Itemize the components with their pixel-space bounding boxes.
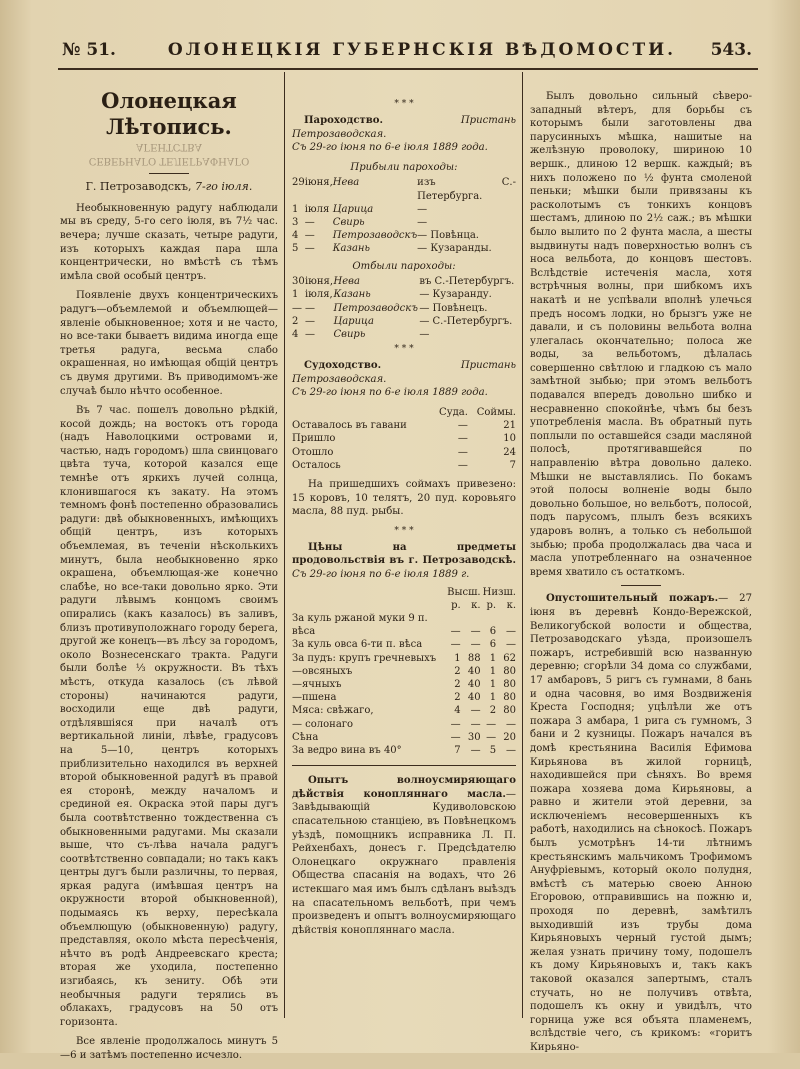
paragraph: Все явленiе продолжалось минутъ 5—6 и затѣмъ постепенно исчезло.	[60, 1036, 278, 1061]
table-cell: —	[450, 718, 461, 730]
table-cell: За пудъ: крупъ гречневыхъ	[292, 652, 437, 664]
table-row	[292, 638, 516, 651]
column-right	[530, 90, 752, 1061]
shipping-subtitle: Пристань Петрозаводская.	[292, 360, 516, 385]
table-cell: — С.-Петербургъ.	[419, 315, 513, 327]
bleed-through-text: СЕВЕРНАГО ТЕЛЕГРАФНАГО АГЕНТСТВА	[88, 141, 250, 167]
table-cell: 4	[292, 329, 299, 340]
table-cell: 2	[489, 705, 497, 717]
paragraph: Необыкновенную радугу наблюдали мы въ среду, 5-го сего iюля, въ 7½ час. вечера; лучше сказать, четыре радуги, изъ которыхъ каждая пара шла концентрически, но вмѣстѣ съ тѣмъ имѣла свой особый центръ.	[60, 202, 278, 282]
table-cell: 2	[454, 665, 461, 677]
table-row	[292, 406, 516, 419]
column-middle	[292, 96, 516, 943]
table-row	[292, 242, 516, 255]
table-cell: 30	[292, 276, 305, 288]
separator-stars: * * *	[394, 525, 414, 536]
table-cell: —	[457, 446, 468, 458]
arrived-heading: Прибыли пароходы:	[350, 161, 458, 173]
table-cell: 40	[467, 665, 481, 677]
table-cell: вѣса	[292, 626, 316, 638]
table-cell: Свирь	[332, 216, 365, 228]
oil-title: Опытъ волноусмиряющаго дѣйствiя конопляннаго масла.	[292, 775, 516, 800]
column-divider-2	[522, 72, 523, 1018]
table-cell: Нева	[333, 276, 360, 288]
separator-stars: * * *	[394, 344, 414, 355]
table-row	[292, 612, 516, 625]
table-cell: 1	[489, 692, 497, 704]
table-row	[292, 216, 516, 229]
shipping-note: На пришедшихъ соймахъ привезено: 15 коровъ, 10 телятъ, 20 пуд. коровьяго масла, 88 пуд. рыбы.	[292, 479, 516, 518]
table-cell	[445, 612, 461, 625]
table-cell: к.	[506, 599, 516, 611]
table-cell: —	[304, 216, 315, 228]
steam-heading	[292, 114, 516, 141]
oil-text: —Завѣдывающiй Кудиволовскою спасательною станцiею, въ Повѣнецкомъ уѣздѣ, помощникъ исправника Л. П. Рейхенбахъ, донесъ г. Предсѣдателю Олонецкаго окружнаго правленiя Общества спасанiя на водахъ, что 26 истекшаго мая имъ былъ сдѣланъ выѣздъ на спасательномъ вельботѣ, при чемъ произведенъ и опытъ волноусмиряющаго дѣйствiя конопляннаго масла.	[292, 788, 516, 936]
steam-dates: Съ 29-го iюня по 6-е iюля 1889 года.	[292, 142, 488, 154]
table-cell: —	[486, 731, 497, 743]
steam-title: Пароходство.	[304, 115, 384, 126]
table-cell: Казань	[332, 243, 370, 255]
table-row	[292, 691, 516, 704]
table-cell: Оставалось въ гавани	[292, 420, 407, 432]
table-cell: Нева	[332, 177, 360, 189]
table-cell	[461, 612, 481, 625]
table-row	[292, 419, 516, 432]
table-row	[292, 176, 516, 202]
table-cell: Царица	[332, 203, 374, 215]
steam-subtitle: Пристань Петрозаводская.	[292, 115, 516, 140]
table-cell: —	[506, 626, 516, 638]
article-rule	[621, 585, 661, 586]
table-row	[292, 586, 516, 599]
table-row	[292, 678, 516, 691]
table-row	[292, 718, 516, 731]
table-cell: 30	[467, 731, 481, 743]
table-cell: 40	[467, 692, 481, 704]
paragraph: Былъ довольно сильный сѣверо-западный вѣтеръ, для борьбы съ которымъ были заготовлены два парусинныхъ мѣшка, нашитые на желѣзную проволоку, шириною 10 вершк., длиною 12 вершк. каждый; въ нихъ положено по ½ фунта смоленой пеньки; мѣшки были привязаны къ расколотымъ съ тонкихъ концовъ шестамъ, длиною по 2½ саж.; въ мѣшки было вылито по 2 фунта масла, а шесты выдвинуты надъ поверхностью волнъ съ носа вельбота, до концовъ шестовъ. Вслѣдствiе истеченiя масла, хотя встрѣчныя волны, при шибкомъ ихъ накатѣ и не успѣвали вполнѣ улечься предъ носомъ лодки, но брызгъ уже не давали, и съ половины вельбота волна улегалась окончательно; полоса же воды, за вельботомъ, дѣлалась совершенно свѣтлою и гладкою съ мало замѣтной зыбью; при этомъ вельботъ подавался впередъ довольно шибко и несравненно спокойнѣе, чѣмъ бы безъ употребленiя масла. Въ обратный путь поплыли по оставшейся сзади масляной полосѣ, протягивавшейся по направленiю вѣтра довольно далеко. Мѣшки не выставлялись. По бокамъ этой полосы волненiе воды было довольно большое, но вельботъ, полосой, подъ парусомъ, плылъ безъ всякихъ ударовъ волнъ, а только съ небольшой зыбью; проба продолжалась два часа и масла употребленнаго на означенное время хватило съ остаткомъ.	[530, 91, 752, 578]
table-cell: — солонаго	[292, 718, 354, 730]
table-cell: 2	[454, 678, 461, 690]
table-cell	[292, 406, 433, 419]
table-cell: Петрозаводскъ	[332, 230, 418, 242]
table-cell: 88	[467, 652, 481, 664]
table-row	[292, 625, 516, 638]
section-title: Олонецкая Лѣтопись.	[101, 88, 237, 139]
table-cell: 20	[503, 731, 516, 743]
page-number: 543.	[710, 40, 752, 60]
shipping-dates: Съ 29-го iюня по 6-е iюля 1889 года.	[292, 387, 488, 399]
table-cell: За ведро вина въ 40°	[292, 745, 402, 756]
table-cell: —	[470, 626, 481, 638]
table-cell: —	[304, 315, 315, 327]
table-cell: 6	[489, 626, 497, 638]
table-cell: Казань	[333, 289, 371, 301]
column-left	[60, 88, 278, 1069]
table-cell: 80	[503, 665, 516, 677]
separator-stars: * * *	[394, 99, 414, 109]
table-cell	[496, 612, 516, 625]
paragraph: Въ 7 час. пошелъ довольно рѣдкiй, косой дождь; на востокъ отъ города (надъ Наволоцкими островами и, частью, надъ городомъ) шла свинцоваго цвѣта туча, которой казался еще темнѣе отъ яркихъ лучей солнца, клонившагося къ закату. На этомъ темномъ фонѣ постепенно образовались радуги: двѣ обыкновенныхъ, имѣющихъ общiй центръ, изъ которыхъ объемлемая, въ теченiи нѣсколькихъ минутъ, была необыкновенно ярко окрашена, объемлющая-же конечно слабѣе, но все-таки довольно ярко. Эти радуги лѣвымъ концомъ своимъ опирались (какъ казалось) въ заливъ, близъ противуположнаго городу берега, другой же конецъ—въ лѣсу за городомъ, около Вознесенскаго тракта. Радуги были болѣе ⅓ окружности. Въ тѣхъ мѣстъ, откуда казалось (съ лѣвой стороны) начинаются радуги, восходили еще двѣ радуги, отдѣлявшiяся при началѣ отъ вертикальной линiи, лѣвѣе, градусовъ на 5—10, центръ которыхъ приблизительно находился въ верхней второй обыкновенной радугѣ въ правой ея сторонѣ, между началомъ и срединой ея. Окраска этой пары дугъ была соотвѣтственно тождественна съ обыкновенными радугами. Мы сказали выше, что съ-лѣва начала радугъ соотвѣтственно совпадали; но такъ какъ центры дугъ были различны, то первая, яркая радуга (имѣвшая центръ на окружности второй обыкновенной), подымаясь къ верху, пересѣкала объемлющую (обыкновенную) радугу, представляя, около мѣста пересѣченiя, нѣчто въ родѣ Андреевскаго креста; вторая же уходила, постепенно изгибаясь, къ зениту. Обѣ эти необычныя радуги терялись въ облакахъ, градусовъ на 50 отъ горизонта.	[60, 405, 278, 1028]
table-cell	[292, 599, 445, 612]
table-row	[292, 731, 516, 744]
page-header	[62, 40, 752, 66]
table-cell: р.	[451, 599, 461, 611]
arrived-table	[292, 176, 516, 255]
price-table	[292, 586, 516, 758]
table-cell: 3	[292, 216, 299, 228]
table-cell: — Повѣнецъ.	[419, 302, 488, 314]
table-cell	[292, 586, 445, 599]
table-row	[292, 665, 516, 678]
table-cell: 1	[292, 203, 299, 215]
table-cell: 6	[489, 639, 497, 651]
shipping-heading	[292, 359, 516, 386]
dateline-date: 7-го iюля.	[194, 180, 253, 194]
table-cell: iюня,	[304, 177, 333, 189]
column-divider-1	[284, 72, 285, 1018]
table-row	[292, 203, 516, 216]
table-row	[292, 446, 516, 459]
table-cell: —	[470, 745, 481, 756]
table-cell: —	[457, 433, 468, 445]
table-cell: Отошло	[292, 446, 334, 458]
table-cell: 2	[454, 692, 461, 704]
table-row	[292, 599, 516, 612]
price-title: Цѣны на предметы продовольствiя въ г. Петрозаводскѣ.	[292, 541, 516, 567]
table-cell: 40	[467, 678, 481, 690]
table-row	[292, 275, 516, 288]
table-cell: —	[419, 329, 430, 340]
table-cell: За куль ржаной муки 9 п.	[292, 612, 428, 624]
table-cell: 5	[292, 243, 299, 255]
table-cell: —ячныхъ	[292, 678, 342, 690]
table-cell: Суда.	[439, 406, 468, 418]
table-cell: 29	[292, 177, 305, 189]
shipping-title: Судоходство.	[304, 360, 382, 372]
table-cell: Осталось	[292, 459, 341, 471]
table-cell: 1	[489, 678, 497, 690]
table-cell: — Кузаранду.	[419, 289, 492, 301]
table-header: Высш.	[447, 586, 481, 598]
table-row	[292, 432, 516, 445]
table-cell: —	[450, 731, 461, 743]
table-row	[292, 704, 516, 717]
table-row	[292, 229, 516, 242]
title-rule	[149, 173, 189, 174]
dateline	[60, 180, 278, 194]
table-cell: 24	[503, 446, 516, 458]
table-cell: —	[506, 718, 516, 730]
table-cell: 80	[503, 678, 516, 690]
table-cell: —	[470, 705, 481, 717]
table-row	[292, 328, 516, 341]
table-cell: р.	[486, 599, 497, 611]
table-cell: 21	[503, 420, 516, 432]
table-row	[292, 744, 516, 757]
table-cell: — Повѣнца.	[417, 230, 479, 242]
dateline-place: Г. Петрозаводскъ,	[85, 180, 192, 194]
price-dates: Съ 29-го iюня по 6-е iюля 1889 г.	[292, 568, 470, 580]
table-cell: —	[506, 639, 516, 651]
table-cell: 7	[454, 745, 461, 756]
table-row	[292, 288, 516, 301]
table-cell: к.	[471, 599, 481, 611]
table-cell: iюня,	[304, 276, 334, 288]
table-cell: Пришло	[292, 433, 336, 445]
table-cell: —пшена	[292, 692, 337, 704]
table-cell: 1	[454, 652, 461, 664]
table-cell: —	[304, 243, 315, 255]
table-cell: —	[486, 718, 497, 730]
table-cell: —овсяныхъ	[292, 665, 353, 677]
table-cell: 1	[489, 652, 497, 664]
header-rule	[58, 68, 758, 70]
table-cell: Петрозаводскъ	[333, 302, 418, 314]
newspaper-title: ОЛОНЕЦКIЯ ГУБЕРНСКIЯ ВѢДОМОСТИ.	[167, 40, 677, 60]
table-cell: —	[457, 420, 468, 432]
table-cell: — Кузаранды.	[417, 243, 492, 255]
table-cell: —	[304, 230, 315, 242]
table-cell: изъ С.-Петербурга.	[417, 177, 516, 202]
table-cell: 1	[489, 665, 497, 677]
fire-title: Опустошительный пожаръ.	[546, 593, 719, 605]
table-cell: —	[450, 626, 461, 638]
paragraph: Появленiе двухъ концентрическихъ радугъ—объемлемой и объемлющей—явленiе обыкновенное; хотя и не часто, но все-таки бываетъ видима иногда еще третья радуга, весьма слабо окрашенная, но имѣющая общiй центръ съ двумя другими. Въ приводимомъ-же случаѣ было нѣчто особенное.	[60, 290, 278, 397]
table-row	[292, 652, 516, 665]
table-row	[292, 315, 516, 328]
table-cell: Царица	[333, 315, 374, 327]
table-row	[292, 302, 516, 315]
table-cell: —	[457, 459, 468, 471]
table-cell	[481, 612, 497, 625]
oil-article	[292, 774, 516, 937]
table-cell: 2	[292, 315, 299, 327]
fire-text: — 27 iюня въ деревнѣ Кондо-Вережской, Великогубской волости и общества, Петрозаводскаго уѣзда, произошелъ пожаръ, истребившiй всю названную деревню; сгорѣли 34 дома со службами, 17 амбаровъ, 5 ригъ съ гумнами, 8 бань и одна часовня, во имя Воздвиженiя Креста Господня; уцѣлѣли же отъ пожара 3 амбара, 1 рига съ гумномъ, 3 бани и 2 кузницы. Пожаръ начался въ домѣ крестьянина Василiя Ефимова Кирьянова въ жилой горницѣ, находившейся при сѣняхъ. Во время пожара хозяева дома Кирьяновы, а равно и жители этой деревни, за исключенiемъ несовершенныхъ къ работѣ, находились на сѣнокосѣ. Пожаръ былъ усмотрѣнъ 14-ти лѣтнимъ крестьянскимъ мальчикомъ Трофимомъ Ануфрiевымъ, который около полудня, вмѣстѣ съ матерью своею Анною Егоровою, отправившись на пожню и, проходя по деревнѣ, замѣтилъ выходившiй изъ трубы дома Кирьяновыхъ черный густой дымъ; желая узнать причину тому, подошелъ къ дому Кирьяновыхъ и, такъ какъ таковой оказался запертымъ, сталъ стучать, но не получивъ отвѣта, подошелъ къ окну и увидѣлъ, что горница уже вся объята пламенемъ, вслѣдствiе чего, съ крикомъ: «горитъ Кирьяно-	[530, 593, 752, 1053]
table-cell: —	[450, 639, 461, 651]
price-table-rule	[292, 765, 516, 766]
issue-number: № 51.	[62, 40, 116, 60]
table-cell: Мяса: свѣжаго,	[292, 705, 374, 717]
table-cell: —	[470, 718, 481, 730]
table-cell: 4	[292, 230, 299, 242]
table-cell: —	[292, 302, 302, 314]
table-cell: Сѣна	[292, 731, 319, 743]
table-cell: въ С.-Петербургъ.	[419, 276, 515, 288]
table-cell: За куль овса 6-ти п. вѣса	[292, 639, 423, 651]
table-cell: iюля	[304, 203, 330, 215]
table-cell: 80	[503, 705, 516, 717]
departed-table	[292, 275, 516, 341]
table-cell: 4	[454, 705, 461, 717]
table-cell: 80	[503, 692, 516, 704]
fire-article	[530, 592, 752, 1054]
table-cell: —	[304, 329, 315, 340]
table-cell: 5	[489, 745, 497, 756]
table-cell: —	[304, 302, 315, 314]
table-cell: —	[506, 745, 516, 756]
table-cell: 7	[509, 459, 516, 471]
table-cell: Соймы.	[476, 406, 516, 418]
shipping-table	[292, 406, 516, 472]
table-cell: 62	[503, 652, 516, 664]
table-cell: iюля,	[304, 289, 333, 301]
table-cell: Свирь	[333, 329, 366, 340]
price-heading	[292, 541, 516, 582]
table-header: Низш.	[482, 586, 516, 598]
table-cell: —	[417, 216, 428, 228]
table-cell: —	[417, 203, 428, 215]
table-cell: 10	[503, 433, 516, 445]
table-cell: —	[470, 639, 481, 651]
departed-heading: Отбыли пароходы:	[352, 260, 456, 272]
table-cell: 1	[292, 289, 299, 301]
table-row	[292, 459, 516, 472]
